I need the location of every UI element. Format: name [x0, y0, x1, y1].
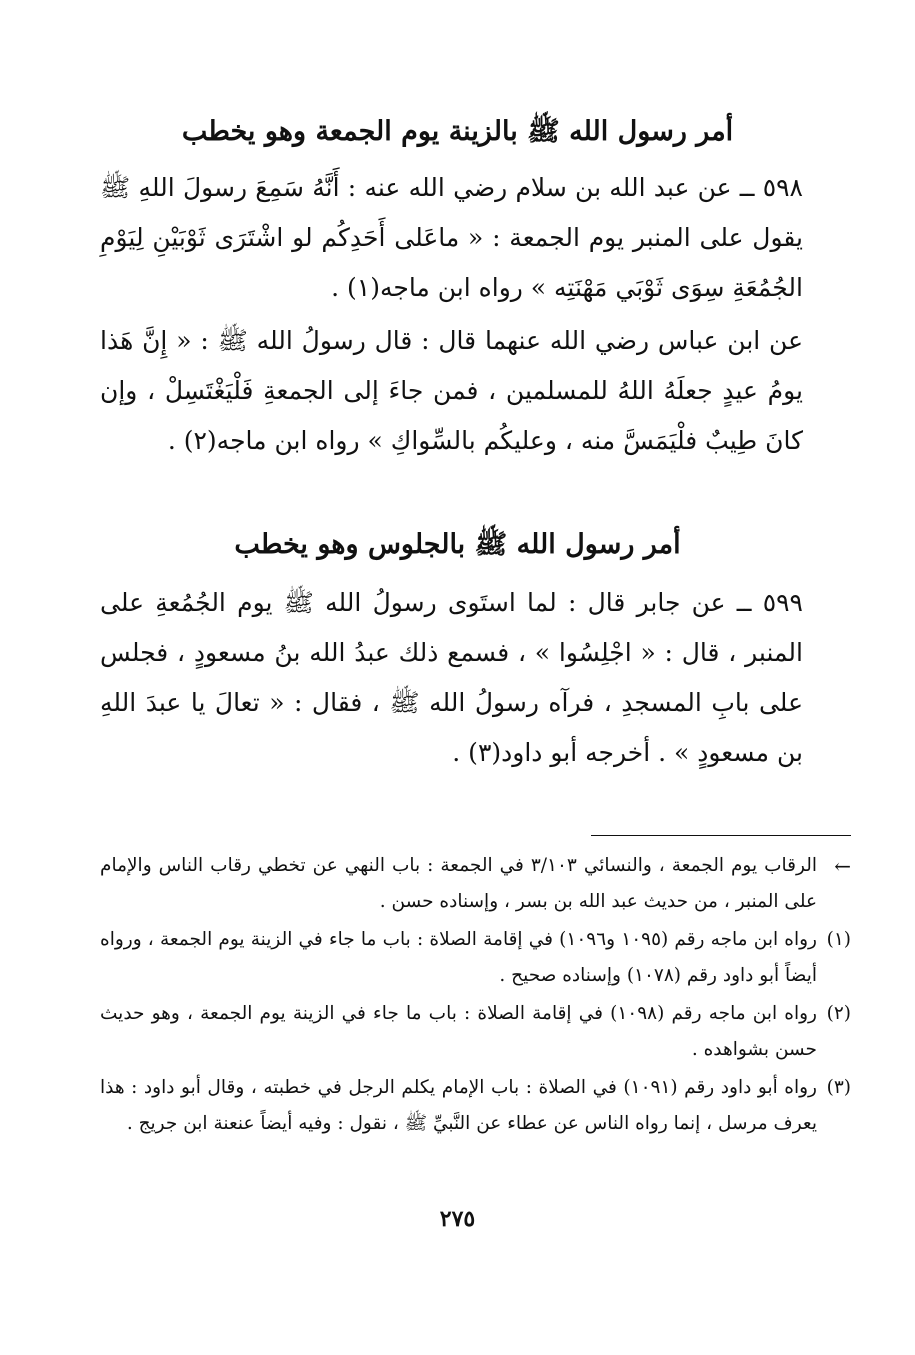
footnote-divider — [591, 835, 851, 836]
footnote-text: رواه ابن ماجه رقم (١٠٩٥ و١٠٩٦) في إقامة الصلاة : باب ما جاء في الزينة يوم الجمعة ، ورواه أيضاً أبو داود رقم (١٠٧٨) وإسناده صحيح . — [100, 929, 817, 986]
continuation-arrow-icon: ← — [834, 854, 851, 878]
footnote-continuation — [100, 848, 851, 920]
footnotes — [100, 848, 851, 1144]
section-heading-adornment: أمر رسول الله ﷺ بالزينة يوم الجمعة وهو يخطب — [181, 116, 734, 147]
hadith-599: ٥٩٩ ــ عن جابر قال : لما استَوى رسولُ الله ﷺ يوم الجُمُعةِ على المنبر ، قال : « اجْلِسُوا » ، فسمع ذلك عبدُ الله بنُ مسعودٍ ، فجلس على بابِ المسجدِ ، فرآه رسولُ الله ﷺ ، فقال : « تعالَ يا عبدَ اللهِ بن مسعودٍ » . أخرجه أبو داود(٣) . — [100, 588, 803, 767]
section-heading-sitting: أمر رسول الله ﷺ بالجلوس وهو يخطب — [234, 529, 681, 560]
hadith-598: ٥٩٨ ــ عن عبد الله بن سلام رضي الله عنه : أَنَّهُ سَمِعَ رسولَ اللهِ ﷺ يقول على المنبر يوم الجمعة : « ماعَلى أَحَدِكُم لو اشْتَرَى ثَوْبَيْنِ لِيَوْمِ الجُمُعَةِ سِوَى ثَوْبَي مَهْنَتِه » رواه ابن ماجه(١) . — [100, 173, 803, 302]
footnote-mark: (٣) — [826, 1077, 851, 1098]
footnote-continuation-text: الرقاب يوم الجمعة ، والنسائي ٣/١٠٣ في الجمعة : باب النهي عن تخطي رقاب الناس والإمام على المنبر ، من حديث عبد الله بن بسر ، وإسناده حسن . — [100, 855, 817, 912]
footnote-text: رواه ابن ماجه رقم (١٠٩٨) في إقامة الصلاة : باب ما جاء في الزينة يوم الجمعة ، وهو حديث حسن بشواهده . — [100, 1003, 817, 1060]
hadith-ibn-abbas: عن ابن عباس رضي الله عنهما قال : قال رسولُ الله ﷺ : « إِنَّ هَذا يومُ عيدٍ جعلَهُ اللهُ للمسلمين ، فمن جاءَ إلى الجمعةِ فَلْيَغْتَسِلْ ، وإن كانَ طِيبٌ فلْيَمَسَّ منه ، وعليكُم بالسِّواكِ » رواه ابن ماجه(٢) . — [100, 326, 803, 455]
page-number: ٢٧٥ — [439, 1206, 476, 1232]
footnote-text: رواه أبو داود رقم (١٠٩١) في الصلاة : باب الإمام يكلم الرجل في خطبته ، وقال أبو داود : هذا يعرف مرسل ، إنما رواه الناس عن عطاء عن النَّبيِّ ﷺ ، نقول : وفيه أيضاً عنعنة ابن جريج . — [100, 1077, 817, 1134]
footnote-2 — [100, 996, 851, 1068]
footnote-3 — [100, 1070, 851, 1142]
footnote-mark: (١) — [826, 929, 851, 950]
footnote-1 — [100, 922, 851, 994]
footnote-mark: (٢) — [826, 1003, 851, 1024]
